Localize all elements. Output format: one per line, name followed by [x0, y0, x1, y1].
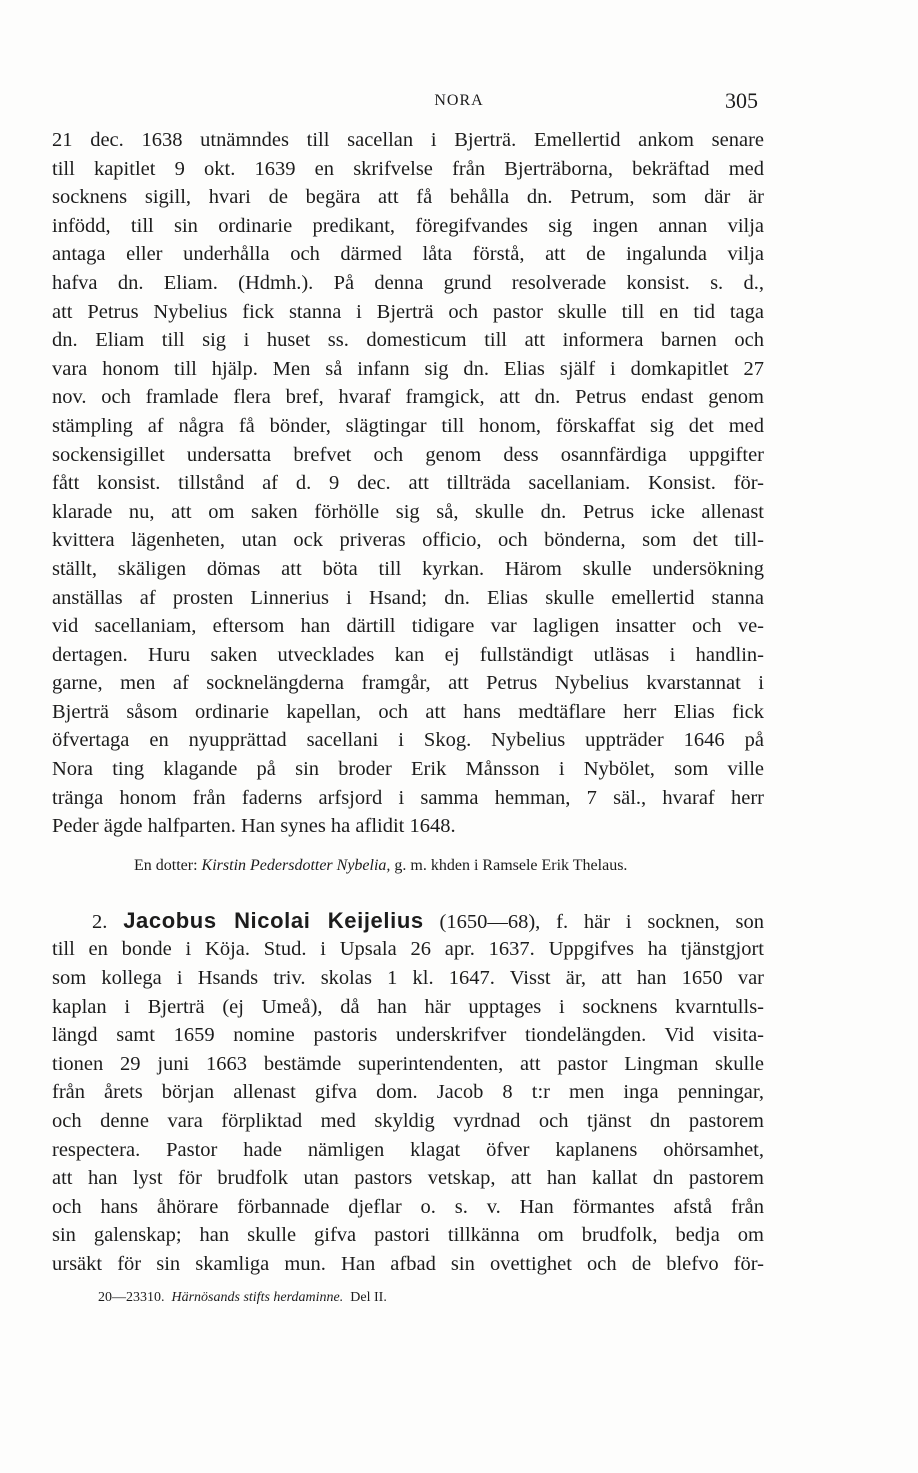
text-line: att Petrus Nybelius fick stanna i Bjerträ och pastor skulle till en tid taga [52, 300, 764, 323]
text-line: fått konsist. tillstånd af d. 9 dec. att tillträda sacellaniam. Konsist. för- [52, 472, 764, 495]
text-line: socknens sigill, hvari de begära att få behålla dn. Petrum, som där är [52, 186, 764, 209]
text-line: ursäkt för sin skamliga mun. Han afbad sin ovettighet och de blefvo för- [52, 1252, 764, 1275]
entry-first-line-rest: (1650—68), f. här i socknen, son [439, 910, 765, 933]
text-line: och hans åhörare förbannade djeflar o. s. v. Han förmantes afstå från [52, 1195, 764, 1218]
volume-label: Del II. [350, 1290, 387, 1305]
printer-signature: 20—23310. [98, 1290, 165, 1305]
text-line: sin galenskap; han skulle gifva pastori tillkänna om brudfolk, bedja om [52, 1224, 764, 1247]
page-footer [98, 1290, 387, 1306]
text-line: att han lyst för brudfolk utan pastors vetskap, att han kallat dn pastorem [52, 1167, 764, 1190]
text-line: nov. och framlade flera bref, hvaraf framgick, att dn. Petrus endast genom [52, 386, 764, 409]
text-line: ställt, skäligen dömas att böta till kyrkan. Härom skulle undersökning [52, 557, 764, 580]
text-line: garne, men af socknelängderna framgår, att Petrus Nybelius kvarstannat i [52, 672, 764, 695]
text-line: respectera. Pastor hade nämligen klagat öfver kaplanens ohörsamhet, [52, 1138, 764, 1161]
body-text [52, 126, 764, 1279]
footnote-name: Kirstin Pedersdotter Nybelia, [201, 856, 391, 874]
text-line: som kollega i Hsands triv. skolas 1 kl. 1647. Visst är, att han 1650 var [52, 967, 764, 990]
text-line: från årets början allenast gifva dom. Jacob 8 t:r men inga penningar, [52, 1081, 764, 1104]
text-line: Nora ting klagande på sin broder Erik Månsson i Nybölet, som ville [52, 758, 764, 781]
entry-name: Jacobus Nicolai Keijelius [123, 907, 424, 933]
footnote-daughter [52, 851, 764, 881]
running-title: NORA [434, 92, 484, 109]
entry-heading-line [52, 907, 764, 936]
text-line: Bjerträ såsom ordinarie kapellan, och att hans medtäflare herr Elias fick [52, 700, 764, 723]
text-line: klarade nu, att om saken förhölle sig så, skulle dn. Petrus icke allenast [52, 500, 764, 523]
page-number: 305 [725, 88, 758, 113]
text-line: och denne vara förpliktad med skyldig vyrdnad och tjänst dn pastorem [52, 1110, 764, 1132]
text-line: antaga eller underhålla och därmed låta förstå, att de ingalunda vilja [52, 243, 764, 266]
text-line: hafva dn. Eliam. (Hdmh.). På denna grund resolverade konsist. s. d., [52, 271, 764, 294]
text-line: längd samt 1659 nomine pastoris underskrifver tiondelängden. Vid visita- [52, 1024, 764, 1047]
section-gap [52, 881, 764, 907]
text-line: infödd, till sin ordinarie predikant, föregifvandes sig ingen annan vilja [52, 214, 764, 237]
paragraph-1 [52, 126, 764, 841]
text-line: dn. Eliam till sig i huset ss. domesticum till att informera barnen och [52, 329, 764, 352]
text-line: vara honom till hjälp. Men så infann sig dn. Elias själf i domkapitlet 27 [52, 357, 764, 380]
text-line: kvittera lägenheten, utan ock priveras officio, och bönderna, som det till- [52, 529, 764, 552]
footnote-prefix: En dotter: [134, 856, 202, 874]
footnote-suffix: g. m. khden i Ramsele Erik Thelaus. [390, 856, 628, 874]
text-line: sockensigillet undersatta brefvet och genom dess osannfärdiga uppgifter [52, 443, 764, 466]
book-title: Härnösands stifts herdaminne. [171, 1290, 344, 1305]
text-line: vid sacellaniam, eftersom han därtill tidigare var lagligen insatter och ve- [52, 615, 764, 638]
text-line: Peder ägde halfparten. Han synes ha aflidit 1648. [52, 815, 456, 838]
text-line: dertagen. Huru saken utvecklades kan ej fullständigt utläsas i handlin- [52, 643, 764, 666]
text-line: kaplan i Bjerträ (ej Umeå), då han här upptages i socknens kvarntulls- [52, 995, 764, 1018]
text-line: tränga honom från faderns arfsjord i samma hemman, 7 säl., hvaraf herr [52, 786, 764, 809]
text-line: till en bonde i Köja. Stud. i Upsala 26 apr. 1637. Uppgifves ha tjänstgjort [52, 938, 764, 961]
text-line: till kapitlet 9 okt. 1639 en skrifvelse från Bjerträborna, bekräftad med [52, 157, 764, 180]
text-line: tionen 29 juni 1663 bestämde superintendenten, att pastor Lingman skulle [52, 1052, 764, 1075]
text-line: öfvertaga en nyupprättad sacellani i Skog. Nybelius uppträder 1646 på [52, 729, 764, 752]
entry-number: 2. [92, 910, 108, 933]
text-line: stämpling af några få bönder, slägtingar till honom, förskaffat sig det med [52, 414, 764, 437]
running-head [0, 88, 918, 114]
text-line: anställas af prosten Linnerius i Hsand; dn. Elias skulle emellertid stanna [52, 586, 764, 609]
entry-2 [52, 907, 764, 1279]
text-line: 21 dec. 1638 utnämndes till sacellan i Bjerträ. Emellertid ankom senare [52, 129, 764, 151]
